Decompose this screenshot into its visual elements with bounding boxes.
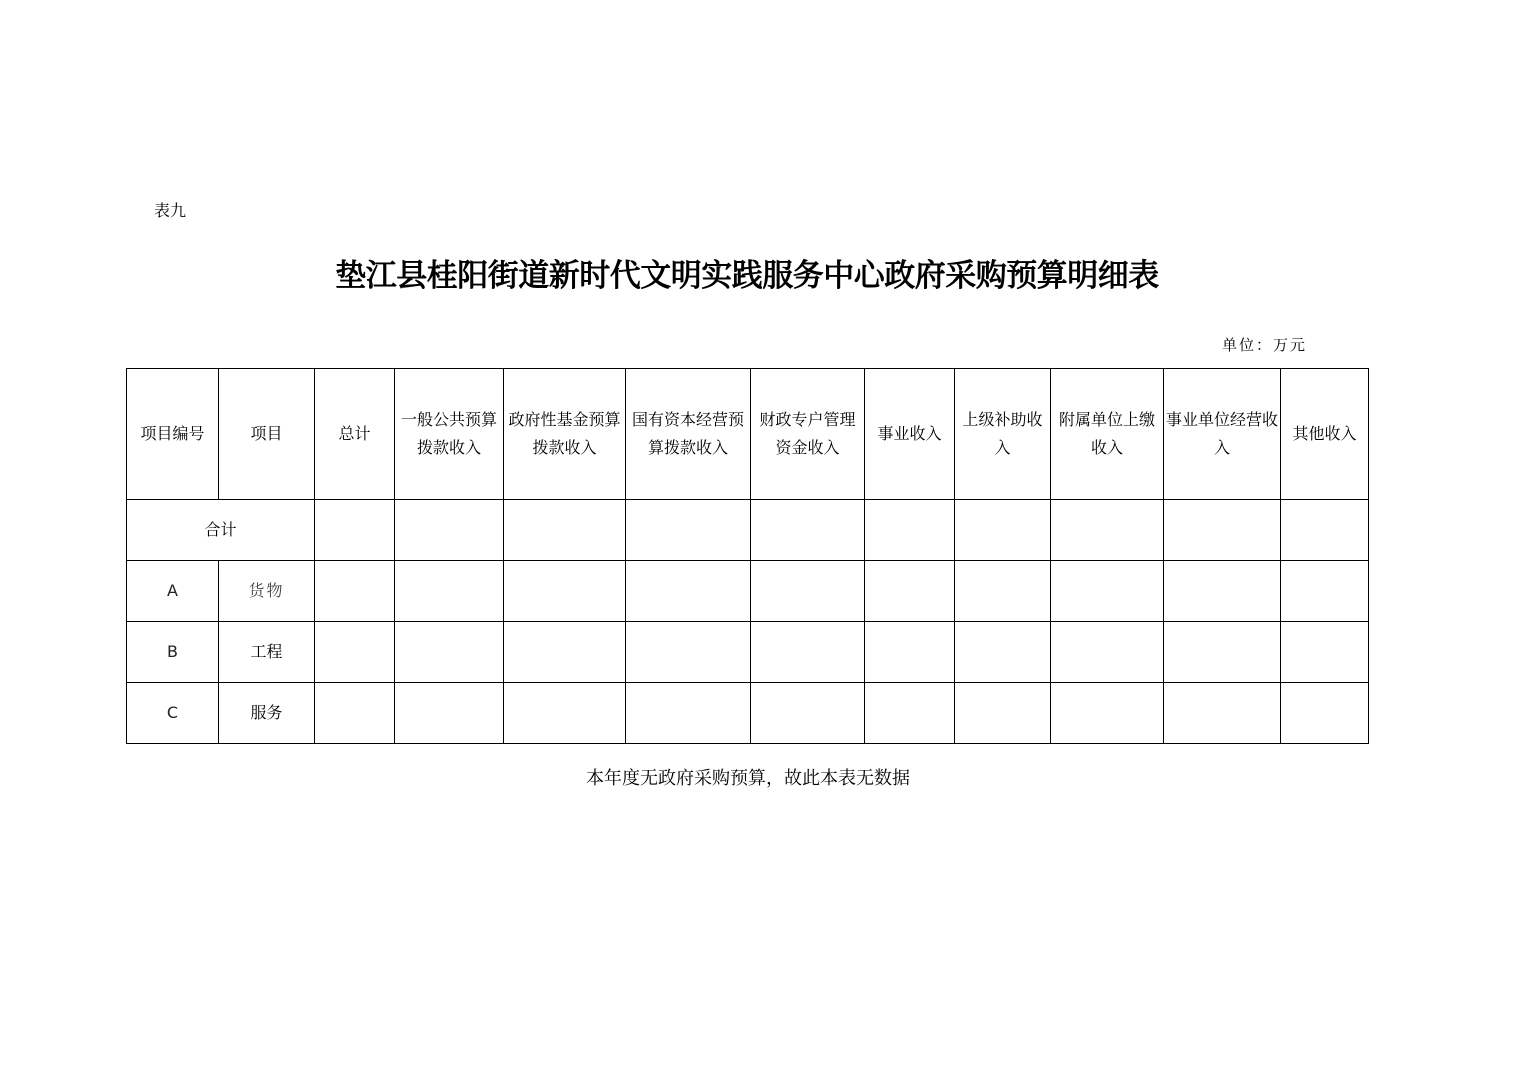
header-cell: 上级补助收入 [955,369,1051,500]
project-item-cell: 货物 [219,561,315,622]
table-cell [315,561,395,622]
table-cell [865,500,955,561]
table-cell [315,622,395,683]
table-cell [626,500,751,561]
project-item-cell: 工程 [219,622,315,683]
table-row [127,683,1369,744]
table-cell [1164,622,1281,683]
table-cell [626,683,751,744]
table-cell [955,500,1051,561]
table-cell [1281,622,1369,683]
table-cell [395,561,504,622]
table-header-row [127,369,1369,500]
header-cell: 其他收入 [1281,369,1369,500]
header-cell: 国有资本经营预算拨款收入 [626,369,751,500]
table-cell [1281,561,1369,622]
total-label-cell: 合计 [127,500,315,561]
table-cell [1281,500,1369,561]
table-cell [626,622,751,683]
table-cell [1164,500,1281,561]
table-cell [1051,622,1164,683]
table-cell [1051,683,1164,744]
table-row-total [127,500,1369,561]
header-cell: 事业收入 [865,369,955,500]
project-code-cell: B [127,622,219,683]
table-cell [955,622,1051,683]
table-cell [751,500,865,561]
procurement-budget-table [126,368,1369,744]
table-cell [504,500,626,561]
header-cell: 一般公共预算拨款收入 [395,369,504,500]
unit-label: 单位：万元 [1222,336,1308,354]
table-cell [865,622,955,683]
table-cell [395,683,504,744]
table-cell [315,500,395,561]
table-cell [955,683,1051,744]
table-cell [504,561,626,622]
project-item-cell: 服务 [219,683,315,744]
table-cell [1164,683,1281,744]
table-cell [315,683,395,744]
table-cell [955,561,1051,622]
table-number-label: 表九 [154,201,187,220]
project-code-cell: A [127,561,219,622]
header-cell: 事业单位经营收入 [1164,369,1281,500]
header-cell: 总计 [315,369,395,500]
table-cell [395,500,504,561]
header-cell: 项目 [219,369,315,500]
table-cell [626,561,751,622]
table-cell [865,683,955,744]
table-cell [504,683,626,744]
table-cell [1164,561,1281,622]
no-data-note: 本年度无政府采购预算，故此本表无数据 [586,768,910,789]
table-cell [504,622,626,683]
table-cell [1051,561,1164,622]
table-cell [751,561,865,622]
header-cell: 财政专户管理资金收入 [751,369,865,500]
table-row [127,561,1369,622]
table-cell [751,683,865,744]
table-row [127,622,1369,683]
table-cell [751,622,865,683]
header-cell: 附属单位上缴收入 [1051,369,1164,500]
document-title: 垫江县桂阳街道新时代文明实践服务中心政府采购预算明细表 [335,258,1159,294]
table-cell [395,622,504,683]
table-cell [1051,500,1164,561]
project-code-cell: C [127,683,219,744]
table-cell [865,561,955,622]
header-cell: 政府性基金预算拨款收入 [504,369,626,500]
table-cell [1281,683,1369,744]
header-cell: 项目编号 [127,369,219,500]
